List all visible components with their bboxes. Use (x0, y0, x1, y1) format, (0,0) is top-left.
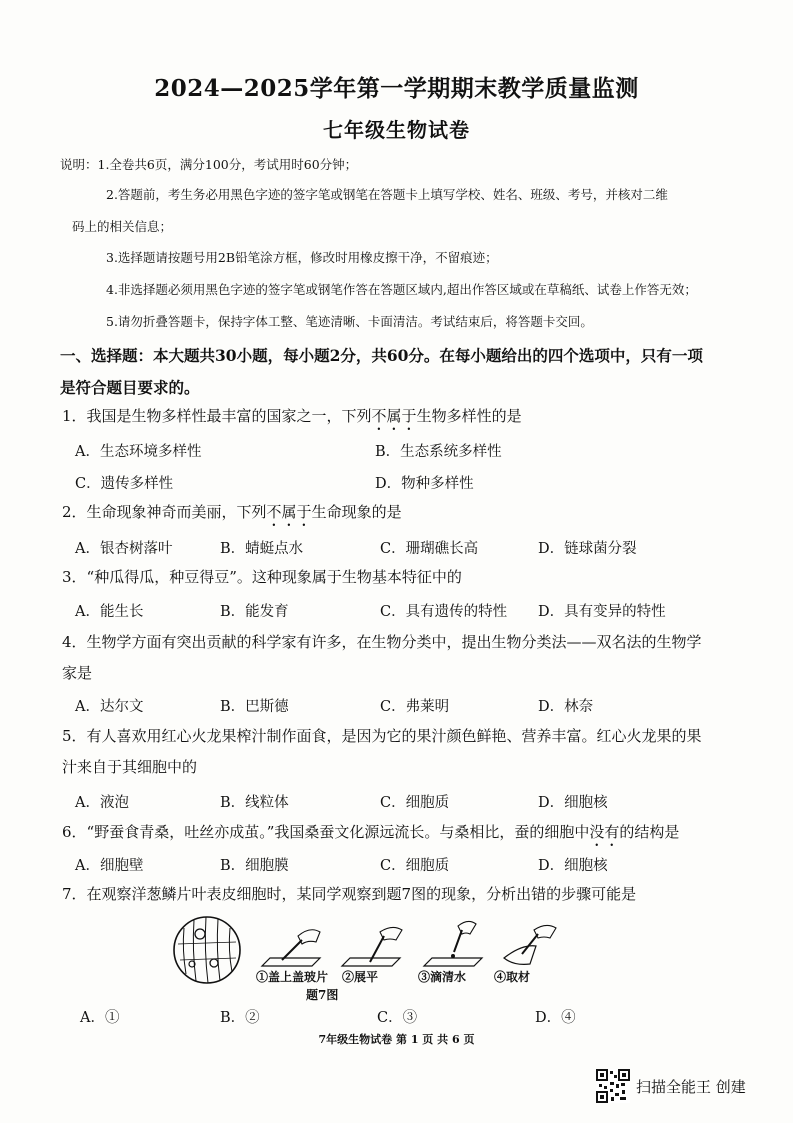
stem-line-2: 汁来自于其细胞中的 (62, 758, 198, 776)
stem-text: 6．“野蚕食青桑，吐丝亦成茧。”我国桑蚕文化源远流长。与桑相比，蚕的细胞中 (62, 823, 590, 841)
instruction-line-6: 5.请勿折叠答题卡，保持字体工整、笔迹清晰、卡面清洁。考试结束后，将答题卡交回。 (106, 314, 593, 329)
stem-emphasis: 没有 (589, 823, 620, 841)
section-heading-line-1: 一、选择题：本大题共30小题，每小题2分，共60分。在每小题给出的四个选项中，只有一项 (60, 346, 703, 365)
question-3-option-d[interactable]: D．具有变异的特性 (538, 604, 666, 620)
question-5-option-d[interactable]: D．细胞核 (538, 795, 608, 811)
question-7-option-c[interactable]: C．③ (377, 1010, 418, 1026)
question-2-option-c[interactable]: C．珊瑚礁长高 (380, 541, 479, 557)
question-6-option-b[interactable]: B．细胞膜 (220, 858, 289, 874)
question-1-option-c[interactable]: C．遗传多样性 (75, 476, 174, 492)
section-heading-line-2: 是符合题目要求的。 (60, 378, 200, 397)
instruction-line-5: 4.非选择题必须用黑色字迹的签字笔或钢笔作答在答题区域内,超出作答区域或在草稿纸、试卷上作答无效； (106, 282, 697, 297)
figure-caption: 题7图 (306, 988, 339, 1002)
question-4-option-b[interactable]: B．巴斯德 (220, 699, 289, 715)
page-footer: 7年级生物试卷 第 1 页 共 6 页 (318, 1033, 475, 1046)
question-4-stem (62, 632, 752, 683)
figure-step-1-label: ①盖上盖玻片 (256, 970, 329, 984)
question-5-option-b[interactable]: B．线粒体 (220, 795, 289, 811)
stem-text: 生物多样性的是 (416, 407, 522, 425)
question-6-option-a[interactable]: A．细胞壁 (75, 858, 144, 874)
figure-7 (170, 908, 570, 1002)
watermark-text: 扫描全能王 创建 (636, 1078, 746, 1096)
figure-step-3-label: ③滴清水 (418, 970, 467, 984)
stem-text: 1．我国是生物多样性最丰富的国家之一，下列 (62, 407, 372, 425)
step-3-drawing (424, 921, 482, 966)
question-6-stem (62, 822, 752, 850)
stem-line-2: 家是 (62, 664, 93, 682)
question-6-option-c[interactable]: C．细胞质 (380, 858, 450, 874)
exam-title: 2024—2025学年第一学期期末教学质量监测 (154, 75, 639, 102)
question-2-option-d[interactable]: D．链球菌分裂 (538, 541, 637, 557)
scanner-watermark (596, 1066, 776, 1106)
stem-text: 生命现象的是 (311, 503, 402, 521)
question-7-option-b[interactable]: B．② (220, 1010, 260, 1026)
instruction-line-2: 2.答题前，考生务必用黑色字迹的签字笔或钢笔在答题卡上填写学校、姓名、班级、考号，并核对二维 (106, 187, 668, 202)
question-1-option-b[interactable]: B．生态系统多样性 (375, 444, 502, 460)
instruction-line-4: 3.选择题请按题号用2B铅笔涂方框，修改时用橡皮擦干净，不留痕迹； (106, 250, 498, 265)
question-1-option-a[interactable]: A．生态环境多样性 (75, 444, 202, 460)
question-3-option-b[interactable]: B．能发育 (220, 604, 289, 620)
instruction-line-1: 说明：1.全卷共6页，满分100分，考试用时60分钟； (60, 157, 358, 172)
question-4-option-c[interactable]: C．弗莱明 (380, 699, 450, 715)
question-7-option-a[interactable]: A．① (80, 1010, 120, 1026)
question-3-option-c[interactable]: C．具有遗传的特性 (380, 604, 508, 620)
stem-text: 的结构是 (619, 823, 680, 841)
exam-subtitle: 七年级生物试卷 (323, 118, 470, 142)
question-2-stem (62, 502, 752, 530)
figure-step-4-label: ④取材 (494, 970, 531, 984)
microscope-view-icon (174, 917, 240, 983)
stem-line-1: 4．生物学方面有突出贡献的科学家有许多，在生物分类中，提出生物分类法——双名法的生物学 (62, 633, 702, 651)
step-4-drawing (504, 925, 556, 964)
section-heading (60, 340, 750, 404)
question-6-option-d[interactable]: D．细胞核 (538, 858, 608, 874)
question-5-option-a[interactable]: A．液泡 (75, 795, 129, 811)
question-5-stem (62, 726, 752, 777)
question-4-option-d[interactable]: D．林奈 (538, 699, 594, 715)
step-1-drawing (262, 930, 320, 966)
question-3-stem: 3．“种瓜得瓜，种豆得豆”。这种现象属于生物基本特征中的 (62, 568, 462, 586)
question-5-option-c[interactable]: C．细胞质 (380, 795, 450, 811)
question-3-option-a[interactable]: A．能生长 (75, 604, 144, 620)
stem-text: 2．生命现象神奇而美丽，下列 (62, 503, 267, 521)
instruction-line-3: 码上的相关信息； (72, 219, 173, 234)
figure-step-2-label: ②展平 (342, 970, 379, 984)
question-4-option-a[interactable]: A．达尔文 (75, 699, 144, 715)
step-2-drawing (342, 927, 402, 966)
question-7-stem: 7．在观察洋葱鳞片叶表皮细胞时，某同学观察到题7图的现象，分析出错的步骤可能是 (62, 885, 637, 903)
question-2-option-b[interactable]: B．蜻蜓点水 (220, 541, 304, 557)
question-1-option-d[interactable]: D．物种多样性 (375, 476, 474, 492)
question-2-option-a[interactable]: A．银杏树落叶 (75, 541, 173, 557)
stem-emphasis: 不属于 (266, 503, 312, 521)
stem-line-1: 5．有人喜欢用红心火龙果榨汁制作面食，是因为它的果汁颜色鲜艳、营养丰富。红心火龙果的果 (62, 727, 702, 745)
stem-emphasis: 不属于 (371, 407, 417, 425)
question-7-option-d[interactable]: D．④ (535, 1010, 576, 1026)
question-1-stem (62, 406, 752, 434)
qr-code-icon (596, 1069, 630, 1103)
